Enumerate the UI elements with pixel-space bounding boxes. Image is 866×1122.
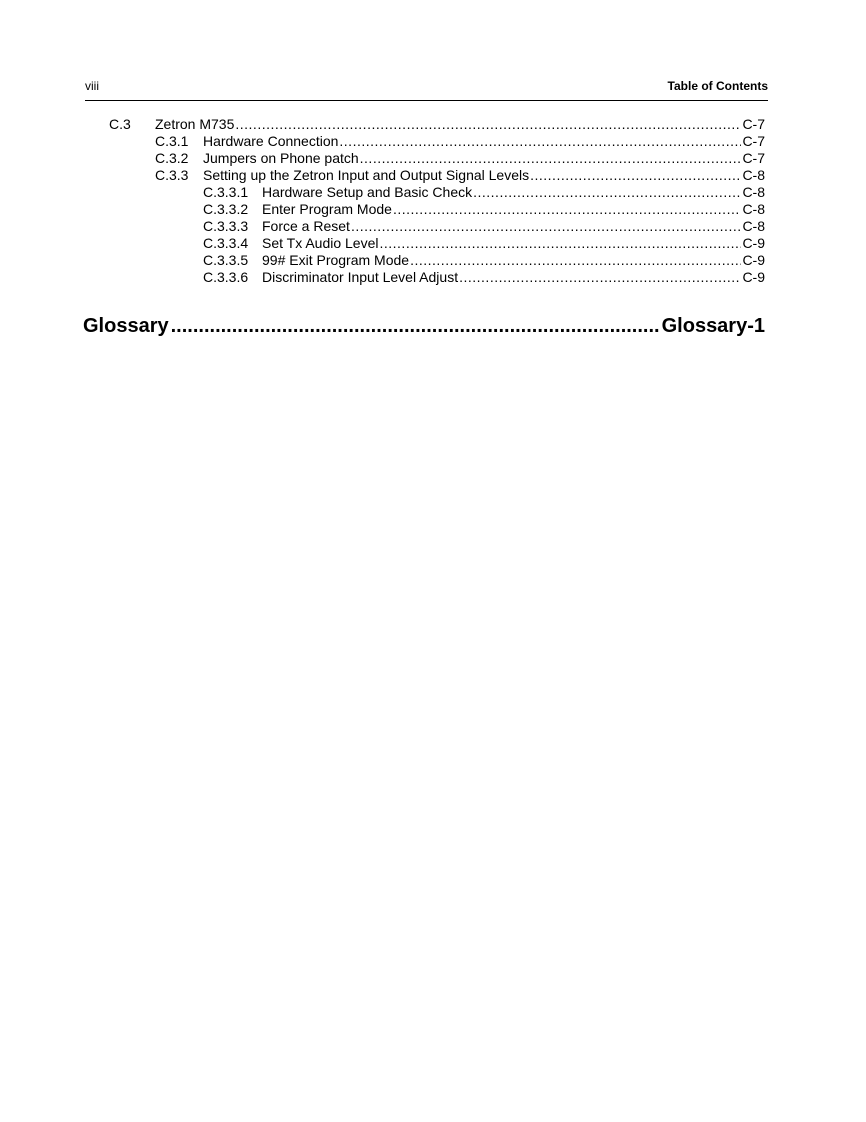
page-header [85, 79, 768, 95]
dot-leader [530, 167, 741, 184]
toc-entry-page[interactable]: C-8 [742, 218, 765, 234]
toc-entry-number: C.3.3 [155, 167, 189, 183]
dot-leader [235, 116, 741, 133]
toc-entry-c-3[interactable] [109, 116, 765, 133]
toc-entry-c-3-3-6[interactable] [203, 269, 765, 286]
toc-entry-number: C.3.3.6 [203, 269, 249, 285]
toc-entry-number: C.3.3.3 [203, 218, 249, 234]
toc-entry-number: C.3 [109, 116, 131, 132]
toc-entry-c-3-3-4[interactable] [203, 235, 765, 252]
toc-entry-c-3-1[interactable] [155, 133, 765, 150]
toc-entry-page[interactable]: C-9 [742, 252, 765, 268]
dot-leader [351, 218, 742, 235]
toc-entry-title[interactable]: Hardware Connection [203, 133, 339, 149]
toc-entry-number: C.3.1 [155, 133, 189, 149]
toc-entry-page[interactable]: C-9 [742, 235, 765, 251]
toc-entry-title[interactable]: Set Tx Audio Level [262, 235, 379, 251]
dot-leader [410, 252, 741, 269]
header-section-title: Table of Contents [667, 79, 768, 93]
dot-leader [473, 184, 741, 201]
toc-entry-title[interactable]: Zetron M735 [155, 116, 235, 132]
toc-entry-number: C.3.3.2 [203, 201, 249, 217]
glossary-page[interactable]: Glossary-1 [661, 315, 765, 337]
dot-leader [339, 133, 741, 150]
toc-entry-title[interactable]: 99# Exit Program Mode [262, 252, 410, 268]
toc-entry-title[interactable]: Discriminator Input Level Adjust [262, 269, 459, 285]
toc-entry-c-3-3[interactable] [155, 167, 765, 184]
toc-entry-page[interactable]: C-9 [742, 269, 765, 285]
toc-entry-c-3-3-5[interactable] [203, 252, 765, 269]
toc-entry-page[interactable]: C-7 [742, 150, 765, 166]
toc-entry-number: C.3.3.4 [203, 235, 249, 251]
page-number: viii [85, 79, 99, 93]
toc-entry-title[interactable]: Hardware Setup and Basic Check [262, 184, 473, 200]
dot-leader [459, 269, 741, 286]
dot-leader [171, 313, 660, 339]
toc-entry-page[interactable]: C-8 [742, 201, 765, 217]
dot-leader [360, 150, 742, 167]
toc-entry-glossary[interactable] [83, 313, 765, 339]
toc-entry-title[interactable]: Force a Reset [262, 218, 350, 234]
toc-entry-c-3-3-2[interactable] [203, 201, 765, 218]
toc-entry-title[interactable]: Setting up the Zetron Input and Output Signal Levels [203, 167, 530, 183]
toc-entry-c-3-3-1[interactable] [203, 184, 765, 201]
toc-entry-c-3-3-3[interactable] [203, 218, 765, 235]
header-rule [85, 100, 768, 101]
toc-entry-number: C.3.2 [155, 150, 189, 166]
toc-entry-page[interactable]: C-8 [742, 167, 765, 183]
toc-entry-c-3-2[interactable] [155, 150, 765, 167]
toc-entry-title[interactable]: Enter Program Mode [262, 201, 392, 217]
dot-leader [393, 201, 741, 218]
dot-leader [379, 235, 741, 252]
toc-entry-page[interactable]: C-7 [742, 116, 765, 132]
toc-entry-page[interactable]: C-7 [742, 133, 765, 149]
glossary-title[interactable]: Glossary [83, 315, 169, 337]
toc-entry-number: C.3.3.5 [203, 252, 249, 268]
toc-entry-page[interactable]: C-8 [742, 184, 765, 200]
toc-entry-number: C.3.3.1 [203, 184, 249, 200]
toc-entry-title[interactable]: Jumpers on Phone patch [203, 150, 359, 166]
